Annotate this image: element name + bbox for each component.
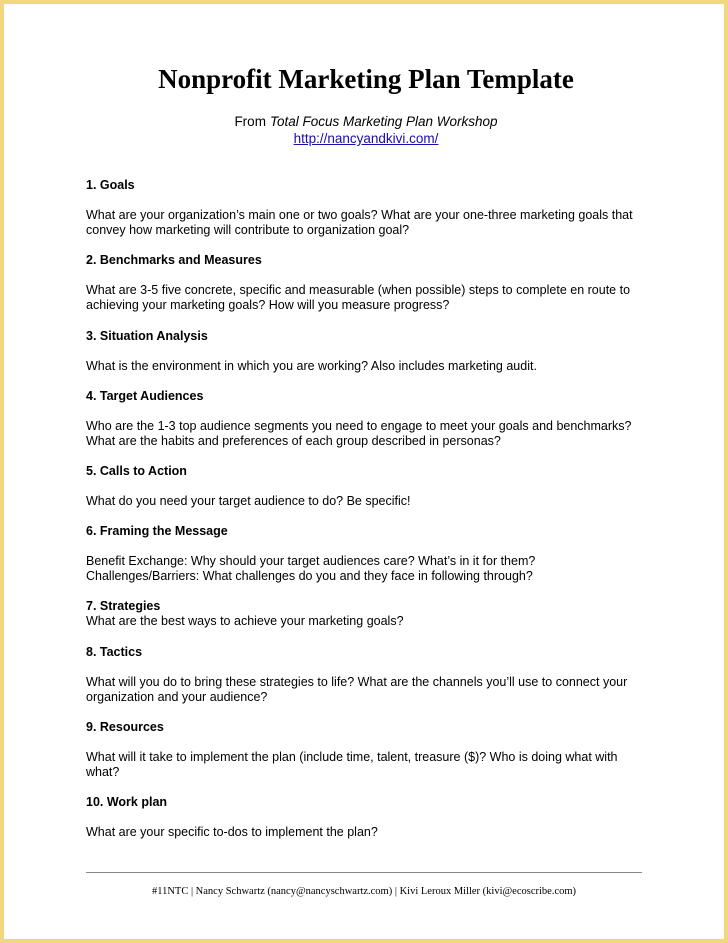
section-heading-tactics: 8. Tactics: [86, 645, 143, 659]
source-url-link[interactable]: http://nancyandkivi.com/: [293, 131, 439, 146]
section-heading-situation: 3. Situation Analysis: [86, 329, 208, 343]
footer-divider: [86, 872, 642, 873]
section-body-audiences: Who are the 1-3 top audience segments you need to engage to meet your goals and benchmarks? What are the habits and preferences of each group described in personas?: [86, 419, 632, 448]
document-title: Nonprofit Marketing Plan Template: [158, 64, 574, 94]
section-heading-audiences: 4. Target Audiences: [86, 389, 204, 403]
section-body-workplan: What are your specific to-dos to implement the plan?: [86, 825, 378, 839]
section-heading-goals: 1. Goals: [86, 178, 135, 192]
source-workshop: Total Focus Marketing Plan Workshop: [269, 114, 498, 129]
section-heading-workplan: 10. Work plan: [86, 795, 168, 809]
section-body-resources: What will it take to implement the plan (include time, talent, treasure ($)? Who is doing what with what?: [86, 750, 618, 779]
section-heading-resources: 9. Resources: [86, 720, 164, 734]
section-body-benchmarks: What are 3-5 five concrete, specific and measurable (when possible) steps to complete en route to achieving your marketing goals? How will you measure progress?: [86, 283, 631, 312]
section-body-strategies: What are the best ways to achieve your marketing goals?: [86, 614, 404, 628]
section-heading-benchmarks: 2. Benchmarks and Measures: [86, 253, 262, 267]
footer-credits: #11NTC | Nancy Schwartz (nancy@nancyschwartz.com) | Kivi Leroux Miller (kivi@ecoscribe.com): [151, 886, 577, 897]
source-url-line: [86, 131, 646, 146]
section-heading-calls: 5. Calls to Action: [86, 464, 187, 478]
section-body-framing: Benefit Exchange: Why should your target audiences care? What’s in it for them?: [86, 554, 536, 568]
section-body-situation: What is the environment in which you are working? Also includes marketing audit.: [86, 359, 537, 373]
source-line: [86, 114, 646, 129]
section-body-framing-2: Challenges/Barriers: What challenges do you and they face in following through?: [86, 569, 533, 583]
source-prefix: From: [234, 114, 266, 129]
section-heading-framing: 6. Framing the Message: [86, 524, 228, 538]
section-body-tactics: What will you do to bring these strategies to life? What are the channels you’ll use to connect your organization and your audience?: [86, 675, 628, 704]
section-heading-strategies: 7. Strategies: [86, 599, 161, 613]
section-body-goals: What are your organization’s main one or two goals? What are your one-three marketing goals that convey how marketing will contribute to organization goal?: [86, 208, 633, 237]
section-body-calls: What do you need your target audience to do? Be specific!: [86, 494, 411, 508]
